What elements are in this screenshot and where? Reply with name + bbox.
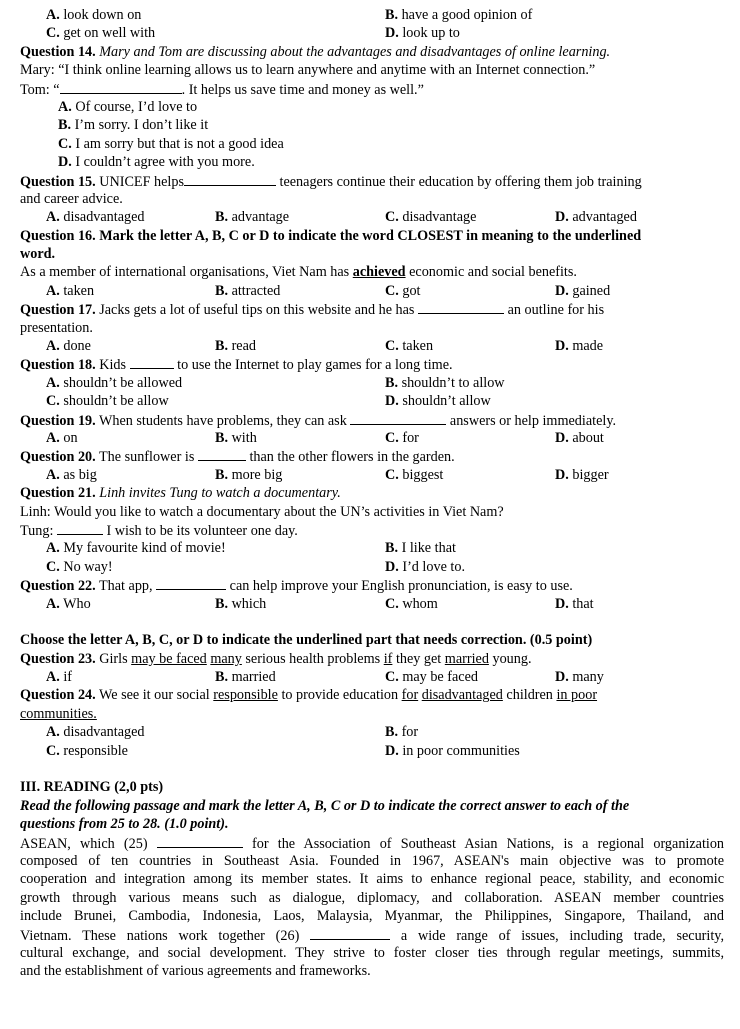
q13-options-row-2 (20, 24, 724, 42)
q24-options-row-1 (20, 723, 724, 741)
q17-option-a[interactable]: A. done (46, 338, 91, 355)
q24-sentence-2: communities. (20, 705, 97, 722)
q23-sentence: Question 23. Girls may be faced many serious health problems if they get married young. (20, 650, 532, 667)
q13-option-d[interactable]: D. look up to (385, 25, 460, 42)
q20-option-d[interactable]: D. bigger (555, 466, 609, 483)
reading-instruction-2: questions from 25 to 28. (1.0 point). (20, 816, 229, 833)
q16-option-d[interactable]: D. gained (555, 282, 611, 299)
q21-option-d[interactable]: D. I’d love to. (385, 558, 465, 575)
q23-option-d[interactable]: D. many (555, 669, 604, 686)
passage-line-5: include Brunei, Cambodia, Indonesia, Laos, Malaysia, Myanmar, the Philippines, Singapore, Thailand, and (20, 908, 724, 925)
q18-sentence: Question 18. Kids to use the Internet to play games for a long time. (20, 357, 453, 374)
q13-option-a[interactable]: A. look down on (46, 7, 142, 23)
q15-option-d[interactable]: D. advantaged (555, 209, 637, 226)
q18-option-d[interactable]: D. shouldn’t allow (385, 393, 491, 410)
passage-line-7: cultural exchange, and social development. They strive to foster closer ties through regular meetings, summits, (20, 944, 724, 961)
q21-tung-line: Tung: I wish to be its volunteer one day. (20, 522, 298, 539)
q17-blank (418, 300, 504, 314)
q22-option-b[interactable]: B. which (215, 595, 267, 612)
q22-options (20, 595, 724, 613)
q20-blank (198, 447, 246, 461)
q16-underlined-word: achieved (352, 264, 406, 281)
q13-option-c[interactable]: C. get on well with (46, 25, 156, 42)
q17-option-c[interactable]: C. taken (385, 338, 434, 355)
q22-option-a[interactable]: A. Who (46, 595, 91, 612)
q18-options-row-1 (20, 374, 724, 392)
q24-options-row-2 (20, 742, 724, 760)
q16-options (20, 282, 724, 300)
q16-instruction-2: word. (20, 246, 56, 263)
passage-line-4: growth through various means such as dialogue, diplomacy, and collaboration. ASEAN member countries (20, 889, 724, 906)
passage-line-2: composed of ten countries in Southeast Asia. Founded in 1967, ASEAN's main objective was to promote (20, 852, 724, 869)
passage-line-3: cooperation and integration among its member states. It aims to enhance regional peace, stability, and economic (20, 871, 724, 888)
q20-option-c[interactable]: C. biggest (385, 466, 444, 483)
q23-option-c[interactable]: C. may be faced (385, 669, 478, 686)
q21-options-row-2 (20, 558, 724, 576)
q22-sentence: Question 22. That app, can help improve your English pronunciation, is easy to use. (20, 578, 573, 595)
q22-option-c[interactable]: C. whom (385, 595, 438, 612)
q17-option-d[interactable]: D. made (555, 338, 604, 355)
q24-option-d[interactable]: D. in poor communities (385, 742, 520, 759)
q19-option-b[interactable]: B. with (215, 429, 257, 446)
q22-blank (156, 576, 226, 590)
q16-option-c[interactable]: C. got (385, 282, 421, 299)
q16-sentence: As a member of international organisations, Viet Nam has achieved economic and social benefits. (20, 264, 577, 281)
q15-options (20, 208, 724, 226)
q21-option-c[interactable]: C. No way! (46, 558, 113, 575)
error-section-title: Choose the letter A, B, C, or D to indicate the underlined part that needs correction. (0.5 point) (20, 632, 593, 649)
q18-blank (130, 355, 174, 369)
q14-blank (60, 80, 182, 94)
reading-instruction-1: Read the following passage and mark the letter A, B, C or D to indicate the correct answer to each of the (20, 797, 630, 814)
q18-option-b[interactable]: B. shouldn’t to allow (385, 374, 505, 391)
q14-header: Question 14. Mary and Tom are discussing about the advantages and disadvantages of online learning. (20, 43, 611, 60)
blank-26 (310, 926, 390, 940)
q23-options (20, 668, 724, 686)
q22-option-d[interactable]: D. that (555, 595, 594, 612)
passage-line-8: and the establishment of various agreements and frameworks. (20, 963, 371, 980)
blank-25 (157, 834, 243, 848)
q16-option-a[interactable]: A. taken (46, 282, 95, 299)
q15-option-c[interactable]: C. disadvantage (385, 209, 477, 226)
q21-option-b[interactable]: B. I like that (385, 540, 456, 557)
q18-option-a[interactable]: A. shouldn’t be allowed (46, 374, 183, 391)
q21-linh-line: Linh: Would you like to watch a documentary about the UN’s activities in Viet Nam? (20, 503, 504, 520)
q20-option-a[interactable]: A. as big (46, 466, 97, 483)
q23-option-a[interactable]: A. if (46, 669, 73, 686)
q24-option-b[interactable]: B. for (385, 724, 419, 741)
q14-mary-line: Mary: “I think online learning allows us to learn anywhere and anytime with an Internet connection.” (20, 62, 596, 79)
q24-sentence-1: Question 24. We see it our social responsible to provide education for disadvantaged children in poor (20, 687, 598, 704)
q20-sentence: Question 20. The sunflower is than the other flowers in the garden. (20, 449, 455, 466)
q23-option-b[interactable]: B. married (215, 669, 276, 686)
q19-blank (350, 411, 446, 425)
q19-sentence: Question 19. When students have problems, they can ask answers or help immediately. (20, 412, 617, 429)
q21-options-row-1 (20, 539, 724, 557)
q13-options-row-1 (20, 6, 724, 24)
q20-options (20, 466, 724, 484)
q14-option-d[interactable]: D. I couldn’t agree with you more. (58, 154, 255, 171)
q21-option-a[interactable]: A. My favourite kind of movie! (46, 540, 226, 557)
q18-options-row-2 (20, 392, 724, 410)
reading-heading: III. READING (2,0 pts) (20, 779, 164, 796)
q17-option-b[interactable]: B. read (215, 338, 256, 355)
passage-line-1: ASEAN, which (25) for the Association of Southeast Asian Nations, is a regional organization (20, 835, 725, 852)
q20-option-b[interactable]: B. more big (215, 466, 283, 483)
passage-line-6: Vietnam. These nations work together (26) a wide range of issues, including trade, security, (20, 927, 725, 944)
q15-blank (184, 172, 276, 186)
q18-option-c[interactable]: C. shouldn’t be allow (46, 393, 169, 410)
q21-header: Question 21. Linh invites Tung to watch a documentary. (20, 485, 341, 502)
q17-line-2: presentation. (20, 319, 93, 336)
q24-option-c[interactable]: C. responsible (46, 742, 128, 759)
q24-option-a[interactable]: A. disadvantaged (46, 724, 145, 741)
q19-option-d[interactable]: D. about (555, 429, 604, 446)
q16-instruction-1: Question 16. Mark the letter A, B, C or D to indicate the word CLOSEST in meaning to the underlined (20, 227, 642, 244)
q15-option-b[interactable]: B. advantage (215, 209, 290, 226)
q14-option-c[interactable]: C. I am sorry but that is not a good idea (58, 135, 284, 152)
q14-option-a[interactable]: A. Of course, I’d love to (58, 98, 198, 115)
q13-option-b[interactable]: B. have a good opinion of (385, 7, 533, 23)
q15-line-2: and career advice. (20, 190, 123, 207)
reading-passage (20, 834, 724, 981)
q21-blank (57, 521, 103, 535)
q19-options (20, 429, 724, 447)
q15-option-a[interactable]: A. disadvantaged (46, 209, 145, 226)
q15-line-1: Question 15. UNICEF helps teenagers continue their education by offering them job training (20, 173, 642, 190)
q19-option-c[interactable]: C. for (385, 429, 419, 446)
q16-option-b[interactable]: B. attracted (215, 282, 281, 299)
q17-line-1: Question 17. Jacks gets a lot of useful tips on this website and he has an outline for his (20, 302, 605, 319)
q17-options (20, 337, 724, 355)
q19-option-a[interactable]: A. on (46, 429, 78, 446)
q14-tom-line: Tom: “ . It helps us save time and money as well.” (20, 81, 424, 98)
q14-option-b[interactable]: B. I’m sorry. I don’t like it (58, 117, 209, 134)
